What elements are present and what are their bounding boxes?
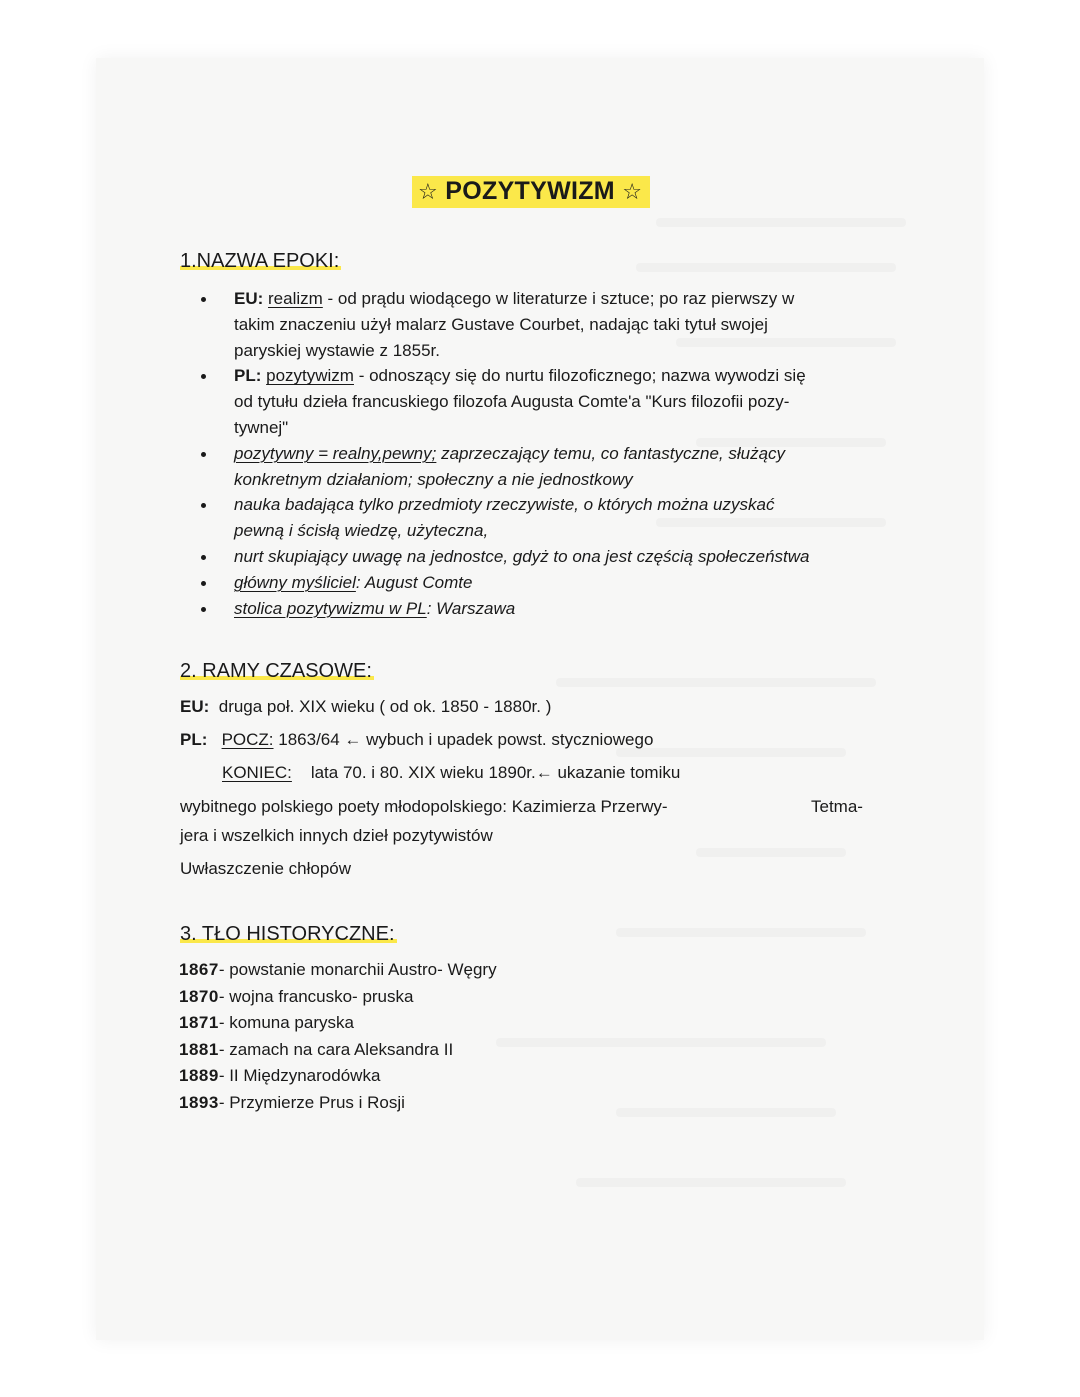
events-list [179, 957, 497, 1116]
list-item: nauka badająca tylko przedmioty rzeczywiste, o których można uzyskać pewną i ścisłą wiedzę, użyteczna, [234, 492, 884, 544]
timeframe-continuation-tail: Tetma- [811, 797, 863, 816]
timeframe-continuation: wybitnego polskiego poety młodopolskiego: Kazimierza Przerwy- [180, 797, 668, 816]
timeframe-continuation: jera i wszelkich innych dzieł pozytywistów [180, 826, 493, 845]
bleed-through-line [496, 1038, 826, 1047]
list-item: główny myśliciel: August Comte [234, 570, 884, 596]
bleed-through-line [556, 678, 876, 687]
list-item: pozytywny = realny,pewny; zaprzeczający temu, co fantastyczne, służący konkretnym działaniom; społeczny a nie jednostkowy [234, 441, 884, 493]
star-icon: ☆ [418, 179, 439, 204]
list-item: 1881- zamach na cara Aleksandra II [179, 1039, 454, 1059]
list-item: PL: pozytywizm - odnoszący się do nurtu filozoficznego; nazwa wywodzi się od tytułu dzieła francuskiego filozofa Augusta Comte'a "Kurs filozofii pozy- tywnej" [234, 363, 884, 440]
section-heading-nazwa-epoki: 1.NAZWA EPOKI: [180, 250, 340, 272]
eu-timeframe: EU: druga poł. XIX wieku ( od ok. 1850 - 1880r. ) [180, 697, 552, 716]
bleed-through-line [616, 1108, 836, 1117]
star-icon: ☆ [622, 179, 643, 204]
list-item: 1871- komuna paryska [179, 1013, 354, 1032]
list-item: 1889- II Międzynarodówka [179, 1066, 381, 1085]
pl-end: KONIEC: lata 70. i 80. XIX wieku 1890r.← ukazanie tomiku [222, 763, 681, 782]
bleed-through-line [576, 1178, 846, 1187]
bleed-through-line [616, 928, 866, 937]
pl-start: PL: POCZ: 1863/64 ← wybuch i upadek powst. styczniowego [180, 730, 654, 749]
list-item: stolica pozytywizmu w PL: Warszawa [234, 596, 884, 622]
page-title-text: POZYTYWIZM [445, 177, 615, 205]
section-heading-tlo-historyczne: 3. TŁO HISTORYCZNE: [180, 923, 395, 945]
list-item: 1893- Przymierze Prus i Rosji [179, 1092, 405, 1112]
page-title [412, 176, 650, 208]
bleed-through-line [636, 263, 896, 272]
list-item: EU: realizm - od prądu wiodącego w literaturze i sztuce; po raz pierwszy w takim znaczeniu użył malarz Gustave Courbet, nadając taki tytuł swojej paryskiej wystawie z 1855r. [234, 286, 884, 363]
list-item: 1870- wojna francusko- pruska [179, 986, 414, 1006]
list-item: nurt skupiający uwagę na jednostce, gdyż to ona jest częścią społeczeństwa [234, 544, 884, 570]
section-heading-ramy-czasowe: 2. RAMY CZASOWE: [180, 660, 372, 682]
bullet-list [234, 286, 884, 621]
bleed-through-line [656, 218, 906, 227]
list-item: 1867- powstanie monarchii Austro- Węgry [179, 960, 497, 979]
bleed-through-line [696, 848, 846, 857]
timeframe-note: Uwłaszczenie chłopów [180, 859, 352, 878]
